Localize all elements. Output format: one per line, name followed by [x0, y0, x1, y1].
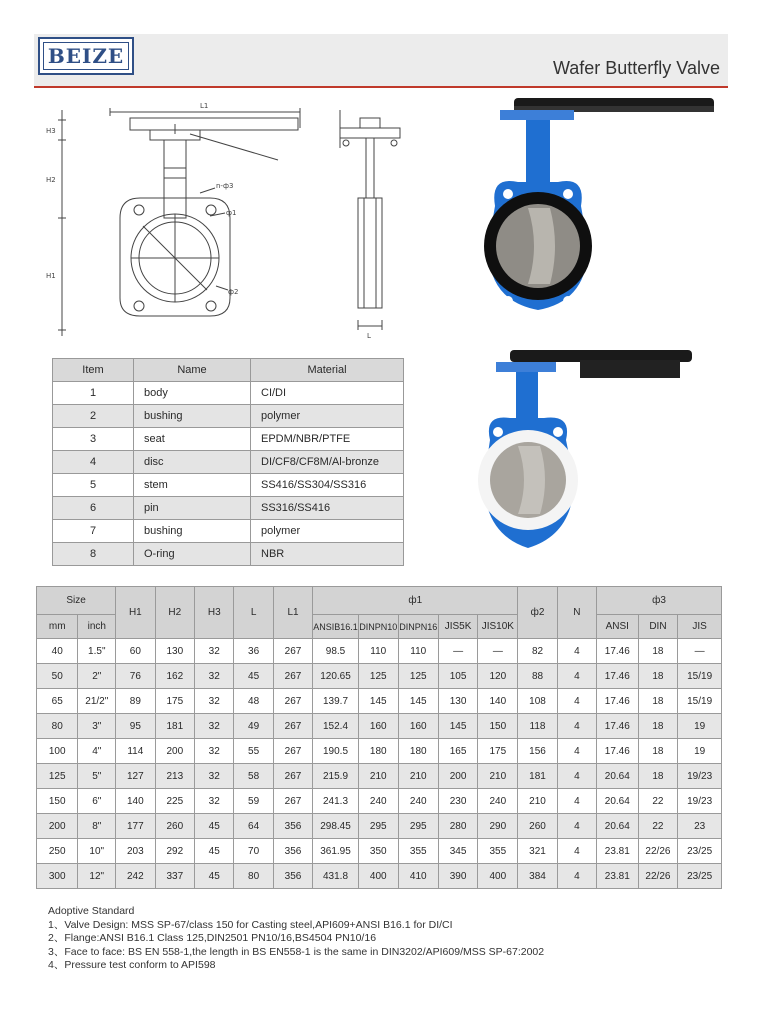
- spec-cell: 200: [37, 814, 78, 839]
- spec-cell: 17.46: [596, 639, 638, 664]
- spec-cell: 210: [398, 764, 438, 789]
- spec-cell: 55: [234, 739, 273, 764]
- parts-header-material: Material: [251, 359, 404, 382]
- spec-cell: 4: [557, 839, 596, 864]
- spec-cell: 4: [557, 664, 596, 689]
- dim-label-h2: H2: [46, 176, 56, 184]
- spec-cell: 150: [37, 789, 78, 814]
- spec-cell: 105: [438, 664, 478, 689]
- spec-cell: 17.46: [596, 739, 638, 764]
- spec-cell: 110: [398, 639, 438, 664]
- spec-cell: 431.8: [313, 864, 359, 889]
- spec-cell: 12": [78, 864, 116, 889]
- spec-cell: 400: [358, 864, 398, 889]
- parts-cell-material: CI/DI: [251, 382, 404, 405]
- spec-cell: 17.46: [596, 689, 638, 714]
- technical-drawing: [40, 98, 420, 343]
- spec-cell: 58: [234, 764, 273, 789]
- spec-header-phi2: ф2: [518, 587, 557, 639]
- valve-photo-epdm: [470, 96, 720, 336]
- spec-header-jis10k: JIS10K: [478, 615, 518, 639]
- spec-cell: 4: [557, 814, 596, 839]
- spec-cell: 177: [116, 814, 155, 839]
- spec-cell: 356: [273, 814, 312, 839]
- spec-header-din-pn10: DINPN10: [358, 615, 398, 639]
- spec-cell: 180: [358, 739, 398, 764]
- spec-cell: 210: [518, 789, 557, 814]
- spec-cell: 19/23: [678, 764, 722, 789]
- parts-cell-item: 1: [53, 382, 134, 405]
- spec-row: [37, 639, 722, 664]
- parts-cell-item: 2: [53, 405, 134, 428]
- spec-cell: 80: [234, 864, 273, 889]
- spec-cell: 345: [438, 839, 478, 864]
- spec-cell: 95: [116, 714, 155, 739]
- spec-cell: 240: [358, 789, 398, 814]
- dim-label-h3: H3: [46, 127, 56, 135]
- adoptive-standard-notes: [48, 905, 544, 973]
- spec-cell: 160: [398, 714, 438, 739]
- spec-row: [37, 839, 722, 864]
- spec-header-phi3: ф3: [596, 587, 721, 615]
- spec-cell: 162: [155, 664, 194, 689]
- spec-cell: 64: [234, 814, 273, 839]
- spec-cell: 240: [398, 789, 438, 814]
- parts-row: [53, 474, 404, 497]
- spec-cell: 4: [557, 714, 596, 739]
- spec-cell: 70: [234, 839, 273, 864]
- spec-row: [37, 689, 722, 714]
- spec-header-jis5k: JIS5K: [438, 615, 478, 639]
- parts-cell-name: seat: [134, 428, 251, 451]
- spec-cell: 19: [678, 739, 722, 764]
- parts-cell-name: stem: [134, 474, 251, 497]
- spec-row: [37, 789, 722, 814]
- spec-row: [37, 664, 722, 689]
- spec-cell: 3": [78, 714, 116, 739]
- spec-header-h3: H3: [195, 587, 234, 639]
- spec-cell: 384: [518, 864, 557, 889]
- note-item: 1、Valve Design: MSS SP-67/class 150 for Casting steel,API609+ANSI B16.1 for DI/CI: [48, 918, 453, 931]
- parts-cell-item: 8: [53, 543, 134, 566]
- spec-cell: 49: [234, 714, 273, 739]
- spec-cell: 290: [478, 814, 518, 839]
- spec-table: [36, 586, 722, 889]
- spec-cell: 267: [273, 664, 312, 689]
- spec-cell: 400: [478, 864, 518, 889]
- spec-cell: 18: [638, 664, 678, 689]
- spec-cell: 45: [234, 664, 273, 689]
- spec-cell: 45: [195, 839, 234, 864]
- spec-cell: 241.3: [313, 789, 359, 814]
- spec-cell: 190.5: [313, 739, 359, 764]
- spec-cell: 4": [78, 739, 116, 764]
- spec-cell: 1.5": [78, 639, 116, 664]
- spec-row: [37, 864, 722, 889]
- spec-cell: 250: [37, 839, 78, 864]
- spec-header-phi1: ф1: [313, 587, 518, 615]
- parts-cell-item: 7: [53, 520, 134, 543]
- spec-cell: 337: [155, 864, 194, 889]
- spec-header-ansi-b16-1: ANSIB16.1: [313, 615, 359, 639]
- spec-cell: 22: [638, 789, 678, 814]
- spec-cell: 295: [398, 814, 438, 839]
- spec-header-h1: H1: [116, 587, 155, 639]
- spec-cell: 19: [678, 714, 722, 739]
- spec-cell: 10": [78, 839, 116, 864]
- parts-row: [53, 428, 404, 451]
- spec-cell: 145: [438, 714, 478, 739]
- spec-cell: 350: [358, 839, 398, 864]
- parts-cell-item: 6: [53, 497, 134, 520]
- spec-cell: 65: [37, 689, 78, 714]
- spec-cell: 139.7: [313, 689, 359, 714]
- spec-cell: 175: [478, 739, 518, 764]
- spec-header-l1: L1: [273, 587, 312, 639]
- spec-cell: —: [678, 639, 722, 664]
- spec-cell: 145: [358, 689, 398, 714]
- parts-cell-name: bushing: [134, 405, 251, 428]
- spec-cell: 18: [638, 739, 678, 764]
- spec-cell: 175: [155, 689, 194, 714]
- spec-cell: 200: [155, 739, 194, 764]
- spec-cell: 32: [195, 764, 234, 789]
- spec-cell: 17.46: [596, 664, 638, 689]
- spec-cell: 40: [37, 639, 78, 664]
- parts-row: [53, 382, 404, 405]
- spec-cell: 356: [273, 839, 312, 864]
- spec-cell: 125: [37, 764, 78, 789]
- spec-cell: 19/23: [678, 789, 722, 814]
- spec-cell: 48: [234, 689, 273, 714]
- spec-cell: 20.64: [596, 814, 638, 839]
- spec-cell: 23/25: [678, 864, 722, 889]
- note-item: 2、Flange:ANSI B16.1 Class 125,DIN2501 PN10/16,BS4504 PN10/16: [48, 932, 377, 944]
- spec-cell: 240: [478, 789, 518, 814]
- spec-cell: 267: [273, 739, 312, 764]
- document-title: Wafer Butterfly Valve: [552, 58, 720, 78]
- spec-cell: 45: [195, 864, 234, 889]
- spec-cell: 32: [195, 714, 234, 739]
- spec-cell: 213: [155, 764, 194, 789]
- spec-row: [37, 739, 722, 764]
- spec-cell: 267: [273, 714, 312, 739]
- spec-cell: 32: [195, 639, 234, 664]
- spec-cell: 200: [438, 764, 478, 789]
- spec-cell: 22: [638, 814, 678, 839]
- spec-cell: 114: [116, 739, 155, 764]
- parts-cell-material: NBR: [251, 543, 404, 566]
- spec-cell: 15/19: [678, 689, 722, 714]
- note-item: 3、Face to face: BS EN 558-1,the length in BS EN558-1 is the same in DIN3202/API609/MSS SP-67:2002: [48, 945, 545, 958]
- spec-cell: 125: [398, 664, 438, 689]
- spec-cell: 321: [518, 839, 557, 864]
- spec-cell: 88: [518, 664, 557, 689]
- valve-photo-ptfe: [470, 348, 700, 560]
- spec-cell: 18: [638, 689, 678, 714]
- spec-cell: 120: [478, 664, 518, 689]
- parts-row: [53, 543, 404, 566]
- spec-cell: —: [438, 639, 478, 664]
- spec-row: [37, 714, 722, 739]
- brand-logo-text: BEIZE: [43, 42, 129, 70]
- spec-row: [37, 814, 722, 839]
- spec-cell: 242: [116, 864, 155, 889]
- spec-cell: 181: [155, 714, 194, 739]
- spec-header-inch: inch: [78, 615, 116, 639]
- spec-cell: 160: [358, 714, 398, 739]
- spec-cell: 356: [273, 864, 312, 889]
- spec-cell: 23/25: [678, 839, 722, 864]
- spec-cell: 23.81: [596, 839, 638, 864]
- spec-cell: 32: [195, 689, 234, 714]
- spec-cell: 59: [234, 789, 273, 814]
- spec-cell: 230: [438, 789, 478, 814]
- spec-cell: 110: [358, 639, 398, 664]
- spec-header-ansi: ANSI: [596, 615, 638, 639]
- spec-cell: 210: [478, 764, 518, 789]
- spec-cell: 108: [518, 689, 557, 714]
- spec-cell: 4: [557, 639, 596, 664]
- parts-row: [53, 451, 404, 474]
- spec-cell: —: [478, 639, 518, 664]
- note-item: 4、Pressure test conform to API598: [48, 959, 216, 971]
- spec-cell: 15/19: [678, 664, 722, 689]
- parts-cell-material: SS316/SS416: [251, 497, 404, 520]
- spec-cell: 18: [638, 714, 678, 739]
- spec-cell: 140: [478, 689, 518, 714]
- parts-cell-material: polymer: [251, 520, 404, 543]
- parts-row: [53, 497, 404, 520]
- spec-cell: 260: [155, 814, 194, 839]
- spec-header-jis: JIS: [678, 615, 722, 639]
- spec-cell: 118: [518, 714, 557, 739]
- parts-header-name: Name: [134, 359, 251, 382]
- spec-cell: 127: [116, 764, 155, 789]
- spec-cell: 292: [155, 839, 194, 864]
- spec-cell: 180: [398, 739, 438, 764]
- spec-cell: 23: [678, 814, 722, 839]
- dim-label-hole: n-ф3: [216, 182, 234, 190]
- dim-label-phi1: ф1: [226, 209, 237, 217]
- parts-table: [52, 358, 404, 566]
- spec-cell: 21/2": [78, 689, 116, 714]
- spec-cell: 152.4: [313, 714, 359, 739]
- spec-cell: 32: [195, 739, 234, 764]
- spec-cell: 156: [518, 739, 557, 764]
- spec-cell: 32: [195, 789, 234, 814]
- spec-cell: 181: [518, 764, 557, 789]
- parts-header-item: Item: [53, 359, 134, 382]
- parts-cell-name: disc: [134, 451, 251, 474]
- notes-heading: Adoptive Standard: [48, 905, 135, 917]
- header-divider: [34, 86, 728, 88]
- spec-cell: 165: [438, 739, 478, 764]
- spec-cell: 4: [557, 689, 596, 714]
- parts-cell-material: polymer: [251, 405, 404, 428]
- spec-cell: 267: [273, 639, 312, 664]
- parts-cell-item: 5: [53, 474, 134, 497]
- spec-header-mm: mm: [37, 615, 78, 639]
- parts-cell-material: EPDM/NBR/PTFE: [251, 428, 404, 451]
- spec-cell: 267: [273, 689, 312, 714]
- spec-cell: 45: [195, 814, 234, 839]
- spec-cell: 20.64: [596, 764, 638, 789]
- spec-cell: 203: [116, 839, 155, 864]
- spec-cell: 89: [116, 689, 155, 714]
- spec-cell: 98.5: [313, 639, 359, 664]
- dim-label-l: L: [367, 332, 371, 340]
- spec-cell: 23.81: [596, 864, 638, 889]
- spec-cell: 5": [78, 764, 116, 789]
- parts-cell-material: SS416/SS304/SS316: [251, 474, 404, 497]
- spec-cell: 17.46: [596, 714, 638, 739]
- spec-cell: 60: [116, 639, 155, 664]
- spec-header-din: DIN: [638, 615, 678, 639]
- parts-cell-name: pin: [134, 497, 251, 520]
- parts-cell-item: 3: [53, 428, 134, 451]
- spec-cell: 125: [358, 664, 398, 689]
- spec-cell: 18: [638, 764, 678, 789]
- parts-cell-name: O-ring: [134, 543, 251, 566]
- parts-cell-material: DI/CF8/CF8M/Al-bronze: [251, 451, 404, 474]
- spec-cell: 300: [37, 864, 78, 889]
- brand-logo: [38, 37, 134, 75]
- spec-cell: 267: [273, 764, 312, 789]
- spec-cell: 50: [37, 664, 78, 689]
- parts-row: [53, 520, 404, 543]
- spec-cell: 355: [398, 839, 438, 864]
- parts-row: [53, 405, 404, 428]
- spec-cell: 4: [557, 764, 596, 789]
- spec-header-n: N: [557, 587, 596, 639]
- parts-cell-name: bushing: [134, 520, 251, 543]
- spec-cell: 260: [518, 814, 557, 839]
- spec-header-h2: H2: [155, 587, 194, 639]
- spec-cell: 8": [78, 814, 116, 839]
- spec-cell: 215.9: [313, 764, 359, 789]
- spec-cell: 4: [557, 739, 596, 764]
- spec-cell: 6": [78, 789, 116, 814]
- spec-cell: 210: [358, 764, 398, 789]
- parts-cell-name: body: [134, 382, 251, 405]
- spec-cell: 390: [438, 864, 478, 889]
- spec-cell: 22/26: [638, 839, 678, 864]
- spec-cell: 20.64: [596, 789, 638, 814]
- spec-cell: 225: [155, 789, 194, 814]
- spec-cell: 298.45: [313, 814, 359, 839]
- spec-cell: 267: [273, 789, 312, 814]
- spec-cell: 145: [398, 689, 438, 714]
- spec-cell: 150: [478, 714, 518, 739]
- spec-cell: 18: [638, 639, 678, 664]
- spec-cell: 130: [155, 639, 194, 664]
- spec-cell: 82: [518, 639, 557, 664]
- spec-row: [37, 764, 722, 789]
- spec-cell: 22/26: [638, 864, 678, 889]
- dim-label-phi2: ф2: [228, 288, 239, 296]
- spec-header-size: Size: [37, 587, 116, 615]
- spec-cell: 100: [37, 739, 78, 764]
- spec-header-din-pn16: DINPN16: [398, 615, 438, 639]
- spec-cell: 36: [234, 639, 273, 664]
- spec-cell: 4: [557, 789, 596, 814]
- spec-cell: 355: [478, 839, 518, 864]
- spec-header-l: L: [234, 587, 273, 639]
- spec-cell: 80: [37, 714, 78, 739]
- dim-label-h1: H1: [46, 272, 56, 280]
- spec-cell: 76: [116, 664, 155, 689]
- spec-cell: 130: [438, 689, 478, 714]
- spec-cell: 120.65: [313, 664, 359, 689]
- spec-cell: 410: [398, 864, 438, 889]
- spec-cell: 4: [557, 864, 596, 889]
- spec-cell: 140: [116, 789, 155, 814]
- spec-cell: 361.95: [313, 839, 359, 864]
- spec-cell: 280: [438, 814, 478, 839]
- spec-cell: 32: [195, 664, 234, 689]
- parts-cell-item: 4: [53, 451, 134, 474]
- spec-cell: 2": [78, 664, 116, 689]
- spec-cell: 295: [358, 814, 398, 839]
- dim-label-l1: L1: [200, 102, 209, 110]
